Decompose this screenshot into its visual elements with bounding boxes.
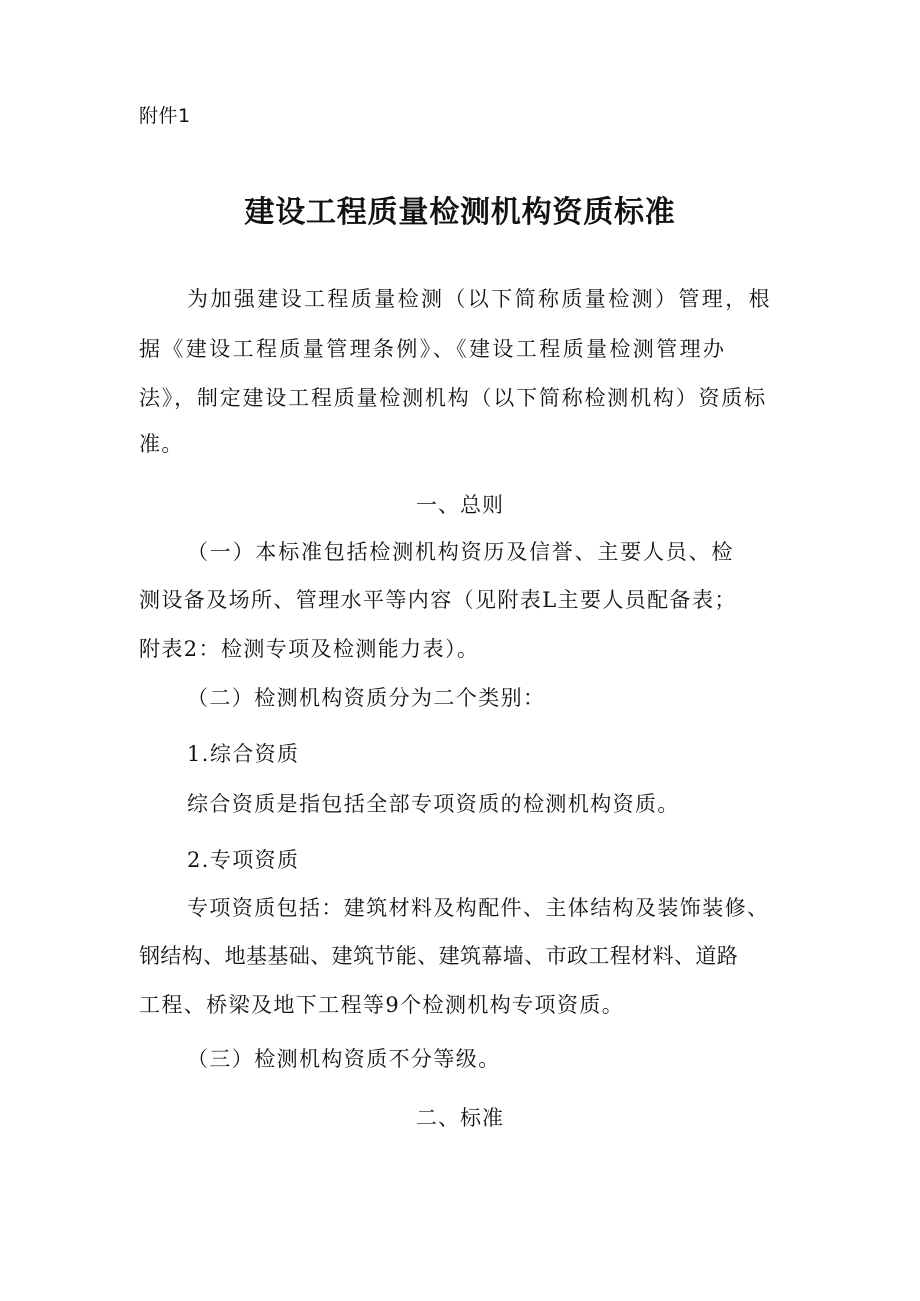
annex-label: 附件1 <box>139 105 191 127</box>
sub-heading-comprehensive: 1.综合资质 <box>187 742 300 766</box>
comprehensive-description: 综合资质是指包括全部专项资质的检测机构资质。 <box>187 792 680 816</box>
section-heading-standards: 二、标准 <box>416 1106 504 1130</box>
intro-line-4: 准。 <box>139 432 184 456</box>
clause-2: （二）检测机构资质分为二个类别： <box>187 686 546 710</box>
sub-heading-special: 2.专项资质 <box>187 848 300 872</box>
special-line-3: 工程、桥梁及地下工程等9个检测机构专项资质。 <box>139 993 625 1017</box>
special-line-2: 钢结构、地基基础、建筑节能、建筑幕墙、市政工程材料、道路 <box>139 944 739 968</box>
document-title: 建设工程质量检测机构资质标准 <box>244 195 676 230</box>
clause-1-line-3: 附表2：检测专项及检测能力表）。 <box>139 637 480 661</box>
intro-line-3: 法》，制定建设工程质量检测机构（以下简称检测机构）资质标 <box>139 386 767 410</box>
special-line-1: 专项资质包括：建筑材料及构配件、主体结构及装饰装修、 <box>187 896 770 920</box>
intro-line-2: 据《建设工程质量管理条例》、《建设工程质量检测管理办 <box>139 337 727 361</box>
section-heading-general: 一、总则 <box>416 493 504 517</box>
clause-3: （三）检测机构资质不分等级。 <box>187 1047 501 1071</box>
intro-line-1: 为加强建设工程质量检测（以下简称质量检测）管理，根 <box>187 287 772 311</box>
clause-1-line-1: （一）本标准包括检测机构资历及信誉、主要人员、检 <box>187 540 735 564</box>
clause-1-line-2: 测设备及场所、管理水平等内容（见附表L主要人员配备表； <box>139 588 737 612</box>
